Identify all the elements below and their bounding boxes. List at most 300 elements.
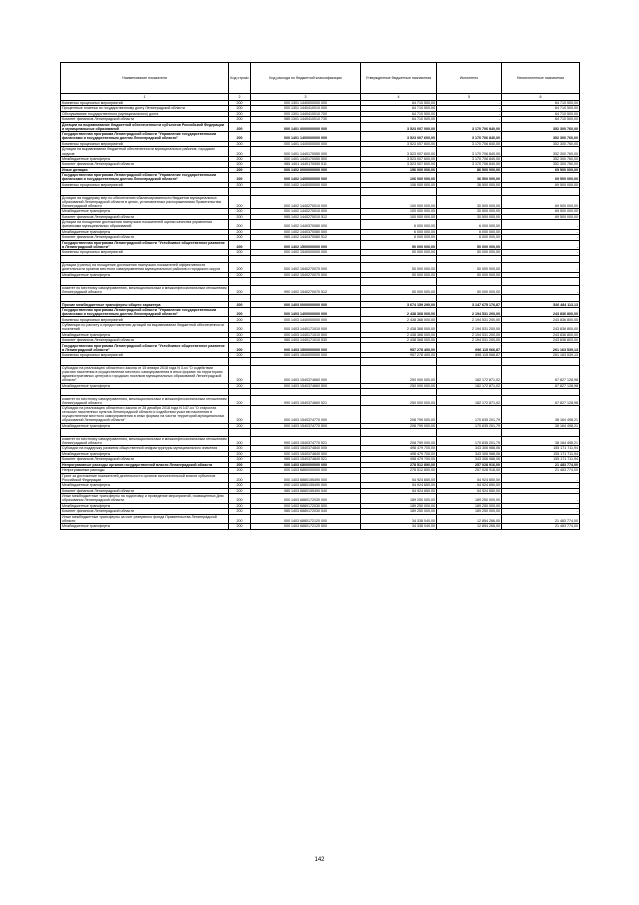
row-name: Компенсы процессных мероприятий bbox=[61, 317, 229, 322]
row-budget-code: 000 1403 1540374660 000 bbox=[251, 365, 361, 383]
table-row bbox=[61, 514, 580, 524]
row-executed: 30 500 000,00 bbox=[437, 195, 502, 209]
row-remaining: 243 836 800,00 bbox=[502, 307, 580, 317]
row-name: Субсидии на поддержку развития общественной инфраструктуры муниципального значения bbox=[61, 446, 229, 451]
row-remaining: 64 710 500,00 bbox=[502, 117, 580, 122]
row-remaining: 64 710 500,00 bbox=[502, 106, 580, 111]
row-name: Комитет финансов Ленинградской области bbox=[61, 235, 229, 240]
row-line-code: 200 bbox=[229, 468, 251, 473]
row-remaining: 69 500 000,00 bbox=[502, 195, 580, 209]
row-line-code: 200 bbox=[229, 285, 251, 295]
row-budget-code bbox=[251, 358, 361, 365]
row-approved: 64 710 500,00 bbox=[361, 100, 437, 105]
row-budget-code: 000 1403 1440000000 000 bbox=[251, 317, 361, 322]
row-line-code: 200 bbox=[229, 457, 251, 462]
row-remaining: - bbox=[502, 285, 580, 295]
row-approved: 34 338 040,00 bbox=[361, 524, 437, 529]
row-line-code: 200 bbox=[229, 488, 251, 493]
row-approved: 50 000 000,00 bbox=[361, 285, 437, 295]
row-approved: 106 000 000,00 bbox=[361, 173, 437, 183]
row-line-code: 200 bbox=[229, 209, 251, 214]
row-executed: 2 194 531 200,00 bbox=[437, 337, 502, 342]
row-approved: 2 438 368 000,00 bbox=[361, 322, 437, 332]
row-line-code bbox=[229, 278, 251, 285]
row-remaining: - bbox=[502, 240, 580, 250]
row-name: Дотации на выравнивание бюджетной обеспеченности муниципальных районов, городских округов bbox=[61, 147, 229, 157]
table-body bbox=[61, 100, 580, 529]
row-executed: - bbox=[437, 100, 502, 105]
row-approved bbox=[361, 389, 437, 396]
row-executed: 36 500 000,00 bbox=[437, 173, 502, 183]
row-name: Межбюджетные трансферты bbox=[61, 229, 229, 234]
row-remaining: - bbox=[502, 263, 580, 273]
row-approved: 957 278 400,00 bbox=[361, 353, 437, 358]
row-remaining: 67 827 128,98 bbox=[502, 396, 580, 406]
table-spacer-row bbox=[61, 389, 580, 396]
row-budget-code: 000 1402 1540270070 500 bbox=[251, 272, 361, 277]
row-line-code: 200 bbox=[229, 147, 251, 157]
table-row bbox=[61, 436, 580, 446]
page-number: 142 bbox=[314, 857, 325, 863]
table-row bbox=[61, 307, 580, 317]
row-approved: 3 523 007 000,00 bbox=[361, 122, 437, 132]
row-name: Межбюджетные трансферты bbox=[61, 524, 229, 529]
row-line-code: 200 bbox=[229, 383, 251, 388]
row-line-code: 200 bbox=[229, 141, 251, 146]
row-approved: 6 000 000,00 bbox=[361, 235, 437, 240]
row-approved: 3 674 159 290,00 bbox=[361, 302, 437, 307]
table-spacer-row bbox=[61, 429, 580, 436]
row-approved: 50 000 000,00 bbox=[361, 272, 437, 277]
row-budget-code: 000 1403 6880155490 500 bbox=[251, 483, 361, 488]
row-budget-code: 000 1403 1540374840 500 bbox=[251, 451, 361, 456]
row-remaining: 67 827 128,98 bbox=[502, 383, 580, 388]
header-line-code: Код строки bbox=[229, 63, 251, 94]
row-budget-code: 000 1403 1440171010 500 bbox=[251, 332, 361, 337]
row-budget-code bbox=[251, 429, 361, 436]
row-approved: 50 000 000,00 bbox=[361, 240, 437, 250]
row-remaining: 21 483 774,00 bbox=[502, 462, 580, 467]
table-row bbox=[61, 524, 580, 529]
row-name: Комитет финансов Ленинградской области bbox=[61, 488, 229, 493]
row-approved: 2 438 368 000,00 bbox=[361, 332, 437, 337]
row-executed: - bbox=[437, 117, 502, 122]
row-name bbox=[61, 278, 229, 285]
row-executed: 2 194 531 200,00 bbox=[437, 307, 502, 317]
row-approved: 100 000 000,00 bbox=[361, 214, 437, 219]
row-line-code: 200 bbox=[229, 182, 251, 187]
row-remaining: 38 164 498,21 bbox=[502, 436, 580, 446]
row-line-code: 200 bbox=[229, 365, 251, 383]
row-line-code: 200 bbox=[229, 451, 251, 456]
row-approved: 250 000 000,00 bbox=[361, 365, 437, 383]
row-budget-code: 985 1403 1440171010 530 bbox=[251, 337, 361, 342]
row-remaining: - bbox=[502, 220, 580, 230]
row-approved: 498 479 700,00 bbox=[361, 446, 437, 451]
row-budget-code: 000 1403 1400000000 000 bbox=[251, 307, 361, 317]
row-budget-code: 000 1401 1400000000 000 bbox=[251, 132, 361, 142]
row-approved bbox=[361, 278, 437, 285]
row-line-code: 200 bbox=[229, 235, 251, 240]
row-executed: 189 250 000,00 bbox=[437, 509, 502, 514]
row-name: Государственная программа Ленинградской области "Управление государственными финансами и государственным долгом Ленинградской области" bbox=[61, 173, 229, 183]
row-line-code: 200 bbox=[229, 240, 251, 250]
row-budget-code: 990 1403 1540374770 521 bbox=[251, 436, 361, 446]
row-remaining: - bbox=[502, 272, 580, 277]
row-name bbox=[61, 255, 229, 262]
row-name bbox=[61, 295, 229, 302]
table-spacer-row bbox=[61, 295, 580, 302]
row-approved: 2 438 368 000,00 bbox=[361, 317, 437, 322]
row-name: Субсидии на реализацию областного закона от 28 декабря 2018 года N 147-оз "О старостах сельских населенных пунктов Ленинградской области и содействии участию населения в осуществлении местного самоуправления в иных формах на частях территорий муниципальных образований Ленинградской области" bbox=[61, 406, 229, 424]
header-executed: Исполнено bbox=[437, 63, 502, 94]
row-budget-code: 000 1402 0000000000 000 bbox=[251, 167, 361, 172]
table-row bbox=[61, 122, 580, 132]
row-approved: 208 799 000,00 bbox=[361, 406, 437, 424]
row-approved: 6 000 000,00 bbox=[361, 220, 437, 230]
table-row bbox=[61, 343, 580, 353]
row-line-code: 200 bbox=[229, 494, 251, 504]
table-spacer-row bbox=[61, 188, 580, 195]
row-remaining: 69 500 000,00 bbox=[502, 214, 580, 219]
row-remaining: - bbox=[502, 509, 580, 514]
row-budget-code: 000 1402 1440000000 000 bbox=[251, 182, 361, 187]
row-approved: 498 479 700,00 bbox=[361, 451, 437, 456]
row-approved: 3 523 007 600,00 bbox=[361, 132, 437, 142]
row-executed: 170 635 201,79 bbox=[437, 436, 502, 446]
row-budget-code: 000 1403 6880172120 000 bbox=[251, 514, 361, 524]
row-remaining: 155 171 711,94 bbox=[502, 451, 580, 456]
row-line-code: 200 bbox=[229, 514, 251, 524]
row-name: Межбюджетные трансферты bbox=[61, 209, 229, 214]
row-line-code: 200 bbox=[229, 396, 251, 406]
row-remaining: - bbox=[502, 235, 580, 240]
row-executed: - bbox=[437, 106, 502, 111]
row-line-code: 200 bbox=[229, 343, 251, 353]
row-line-code: 200 bbox=[229, 250, 251, 255]
row-remaining: 261 163 539,13 bbox=[502, 343, 580, 353]
row-line-code: 200 bbox=[229, 307, 251, 317]
row-budget-code: 985 1403 6880172030 540 bbox=[251, 509, 361, 514]
table-header-row bbox=[61, 63, 580, 94]
row-name: Компенсы процессных мероприятий bbox=[61, 353, 229, 358]
row-line-code bbox=[229, 255, 251, 262]
row-budget-code: 000 1403 1500000000 000 bbox=[251, 343, 361, 353]
row-budget-code: 985 1402 1440270010 512 bbox=[251, 214, 361, 219]
row-executed: 343 306 988,06 bbox=[437, 457, 502, 462]
row-line-code: 200 bbox=[229, 332, 251, 337]
budget-execution-table bbox=[60, 62, 580, 530]
row-executed: 30 500 000,00 bbox=[437, 209, 502, 214]
row-budget-code: 000 1401 0000000000 000 bbox=[251, 122, 361, 132]
row-line-code: 200 bbox=[229, 263, 251, 273]
row-name: Дотации на поддержку мер по обеспечению сбалансированности бюджетов муниципальных образований Ленинградской области в целях, установленных распоряжениями Правительства Ленинградской области bbox=[61, 195, 229, 209]
row-approved: 64 710 500,00 bbox=[361, 111, 437, 116]
row-approved: 189 250 000,00 bbox=[361, 494, 437, 504]
header-remaining: Неисполненные назначения bbox=[502, 63, 580, 94]
row-budget-code: 000 1403 1540000000 000 bbox=[251, 353, 361, 358]
row-executed: - bbox=[437, 111, 502, 116]
row-executed: 182 172 871,02 bbox=[437, 383, 502, 388]
row-remaining: 352 300 760,00 bbox=[502, 122, 580, 132]
row-approved: 189 250 000,00 bbox=[361, 509, 437, 514]
column-number: 1 bbox=[61, 94, 229, 100]
report-page bbox=[60, 62, 579, 530]
row-budget-code: 000 1403 6880172030 500 bbox=[251, 503, 361, 508]
row-name: Компенсы процессных мероприятий bbox=[61, 100, 229, 105]
row-budget-code: 000 1301 1440410010 700 bbox=[251, 111, 361, 116]
row-name: Прочие межбюджетные трансферты общего характера bbox=[61, 302, 229, 307]
row-executed: 12 854 266,00 bbox=[437, 524, 502, 529]
row-executed: 3 170 706 840,00 bbox=[437, 141, 502, 146]
row-approved bbox=[361, 295, 437, 302]
row-remaining bbox=[502, 295, 580, 302]
row-executed: 3 170 706 840,00 bbox=[437, 162, 502, 167]
row-name: Межбюджетные трансферты bbox=[61, 156, 229, 161]
row-line-code: 200 bbox=[229, 446, 251, 451]
row-line-code: 200 bbox=[229, 473, 251, 483]
row-executed: 182 172 871,02 bbox=[437, 396, 502, 406]
row-name: Межбюджетные трансферты bbox=[61, 383, 229, 388]
row-budget-code bbox=[251, 278, 361, 285]
table-row bbox=[61, 173, 580, 183]
row-name: Межбюджетные трансферты bbox=[61, 272, 229, 277]
table-row bbox=[61, 132, 580, 142]
row-remaining: 21 483 774,00 bbox=[502, 468, 580, 473]
row-executed: 2 194 531 200,00 bbox=[437, 332, 502, 337]
row-executed: 54 924 650,00 bbox=[437, 488, 502, 493]
row-name: Межбюджетные трансферты bbox=[61, 503, 229, 508]
row-executed: 257 028 916,00 bbox=[437, 462, 502, 467]
row-executed bbox=[437, 278, 502, 285]
row-name: Непрограммные расходы bbox=[61, 468, 229, 473]
row-name: Компенсы процессных мероприятий bbox=[61, 182, 229, 187]
row-approved: 2 438 368 000,00 bbox=[361, 307, 437, 317]
row-budget-code: 000 1401 1440170050 500 bbox=[251, 156, 361, 161]
row-remaining: 243 836 800,00 bbox=[502, 337, 580, 342]
row-remaining bbox=[502, 358, 580, 365]
row-executed: 50 000 000,00 bbox=[437, 240, 502, 250]
row-budget-code: 000 1403 6880000000 000 bbox=[251, 468, 361, 473]
row-executed: 343 306 988,06 bbox=[437, 451, 502, 456]
row-budget-code: 000 1403 1540374840 000 bbox=[251, 446, 361, 451]
row-approved: 278 512 890,00 bbox=[361, 468, 437, 473]
row-line-code bbox=[229, 295, 251, 302]
row-remaining bbox=[502, 188, 580, 195]
row-name bbox=[61, 188, 229, 195]
row-approved bbox=[361, 255, 437, 262]
row-executed bbox=[437, 255, 502, 262]
row-name: Дотации на поощрение достижения наилучших показателей оценки качества управления финансами муниципальных образований bbox=[61, 220, 229, 230]
row-remaining: 69 500 000,00 bbox=[502, 209, 580, 214]
row-line-code bbox=[229, 358, 251, 365]
row-budget-code: 985 1403 6880155490 540 bbox=[251, 488, 361, 493]
row-budget-code: 000 1402 1540270070 000 bbox=[251, 263, 361, 273]
row-approved: 3 523 007 600,00 bbox=[361, 156, 437, 161]
row-executed: 343 306 988,06 bbox=[437, 446, 502, 451]
column-number: 4 bbox=[361, 94, 437, 100]
row-line-code: 200 bbox=[229, 111, 251, 116]
row-line-code bbox=[229, 389, 251, 396]
row-remaining: 64 710 500,00 bbox=[502, 111, 580, 116]
row-line-code bbox=[229, 429, 251, 436]
row-executed: 50 000 000,00 bbox=[437, 272, 502, 277]
row-budget-code: 000 1403 6800000000 000 bbox=[251, 462, 361, 467]
row-line-code: 200 bbox=[229, 117, 251, 122]
row-executed: 2 194 531 200,00 bbox=[437, 322, 502, 332]
row-name: Комитет финансов Ленинградской области bbox=[61, 509, 229, 514]
row-remaining: 243 836 800,00 bbox=[502, 317, 580, 322]
row-executed: 170 635 201,79 bbox=[437, 423, 502, 428]
row-budget-code: 985 1301 1440410010 730 bbox=[251, 117, 361, 122]
row-executed bbox=[437, 295, 502, 302]
row-remaining: 243 836 800,00 bbox=[502, 322, 580, 332]
row-approved: 64 710 500,00 bbox=[361, 117, 437, 122]
row-budget-code: 990 1402 1540270070 512 bbox=[251, 285, 361, 295]
row-remaining: 69 500 000,00 bbox=[502, 167, 580, 172]
row-executed: 50 000 000,00 bbox=[437, 285, 502, 295]
row-budget-code: 985 1401 1440170050 511 bbox=[251, 162, 361, 167]
row-line-code: 200 bbox=[229, 322, 251, 332]
row-budget-code: 000 1402 1540000000 000 bbox=[251, 250, 361, 255]
row-approved: 3 523 007 600,00 bbox=[361, 162, 437, 167]
row-budget-code: 985 1403 1540374840 521 bbox=[251, 457, 361, 462]
row-approved: 34 338 040,00 bbox=[361, 514, 437, 524]
row-approved: 54 924 650,00 bbox=[361, 483, 437, 488]
row-name: Государственная программа Ленинградской области "Устойчивое общественное развитие в Ленинградской области" bbox=[61, 343, 229, 353]
column-number: 2 bbox=[229, 94, 251, 100]
row-executed: 2 194 531 200,00 bbox=[437, 317, 502, 322]
row-name: Грант за достижение показателей деятельности органов исполнительной власти субъектов Российской Федерации bbox=[61, 473, 229, 483]
row-executed: 12 854 266,00 bbox=[437, 514, 502, 524]
row-approved: 156 000 000,00 bbox=[361, 167, 437, 172]
row-budget-code: 000 1403 6880155490 000 bbox=[251, 473, 361, 483]
row-line-code: 200 bbox=[229, 106, 251, 111]
row-line-code: 200 bbox=[229, 167, 251, 172]
row-budget-code: 000 1301 1440000000 000 bbox=[251, 100, 361, 105]
row-approved: 957 278 400,00 bbox=[361, 343, 437, 353]
row-executed: 257 028 916,00 bbox=[437, 468, 502, 473]
row-name: Иные межбюджетные трансферты за счет резервного фонда Правительства Ленинградской области bbox=[61, 514, 229, 524]
row-remaining: - bbox=[502, 488, 580, 493]
row-line-code: 200 bbox=[229, 229, 251, 234]
row-remaining: - bbox=[502, 483, 580, 488]
row-line-code: 200 bbox=[229, 462, 251, 467]
column-number: 5 bbox=[437, 94, 502, 100]
row-approved: 64 710 500,00 bbox=[361, 106, 437, 111]
row-executed: 696 115 066,87 bbox=[437, 343, 502, 353]
row-remaining: 352 300 760,00 bbox=[502, 162, 580, 167]
table-spacer-row bbox=[61, 358, 580, 365]
row-approved bbox=[361, 358, 437, 365]
table-row bbox=[61, 220, 580, 230]
row-remaining: 21 483 774,00 bbox=[502, 524, 580, 529]
row-name: Компенсы процессных мероприятий bbox=[61, 141, 229, 146]
row-executed: 86 500 000,00 bbox=[437, 167, 502, 172]
row-name: Комитет финансов Ленинградской области bbox=[61, 337, 229, 342]
row-remaining: 69 500 000,00 bbox=[502, 173, 580, 183]
row-name: Дотации (гранты) на поощрение достижения наилучших показателей эффективности деятельности органов местного самоуправления муниципальных районов и городского округа bbox=[61, 263, 229, 273]
row-budget-code: 000 1301 1440410010 000 bbox=[251, 106, 361, 111]
row-executed: 3 170 706 840,00 bbox=[437, 122, 502, 132]
row-approved: 50 000 000,00 bbox=[361, 250, 437, 255]
header-indicator-name: Наименование показателя bbox=[61, 63, 229, 94]
row-name: Иные дотации bbox=[61, 167, 229, 172]
row-approved: 208 799 000,00 bbox=[361, 436, 437, 446]
row-remaining bbox=[502, 255, 580, 262]
row-name: Комитет финансов Ленинградской области bbox=[61, 117, 229, 122]
row-line-code: 200 bbox=[229, 195, 251, 209]
row-line-code: 200 bbox=[229, 337, 251, 342]
row-name: Комитет финансов Ленинградской области bbox=[61, 162, 229, 167]
row-remaining: 243 836 800,00 bbox=[502, 332, 580, 337]
row-remaining bbox=[502, 278, 580, 285]
row-executed: 3 170 706 840,00 bbox=[437, 132, 502, 142]
table-row bbox=[61, 406, 580, 424]
row-remaining bbox=[502, 429, 580, 436]
row-approved bbox=[361, 188, 437, 195]
row-approved: 6 000 000,00 bbox=[361, 229, 437, 234]
row-name: Государственная программа Ленинградской области "Управление государственными финансами и государственным долгом Ленинградской области" bbox=[61, 132, 229, 142]
row-remaining: 261 163 539,13 bbox=[502, 353, 580, 358]
row-budget-code bbox=[251, 188, 361, 195]
row-remaining: - bbox=[502, 250, 580, 255]
row-budget-code: 985 1402 1440370080 512 bbox=[251, 235, 361, 240]
row-name: Государственная программа Ленинградской области "Управление государственными финансами и государственным долгом Ленинградской области" bbox=[61, 307, 229, 317]
row-remaining: 38 164 498,21 bbox=[502, 406, 580, 424]
row-remaining: 352 300 760,00 bbox=[502, 132, 580, 142]
row-executed bbox=[437, 358, 502, 365]
row-executed: 189 250 000,00 bbox=[437, 494, 502, 504]
header-approved: Утвержденные бюджетные назначения bbox=[361, 63, 437, 94]
row-executed: 54 924 650,00 bbox=[437, 473, 502, 483]
table-row bbox=[61, 240, 580, 250]
row-remaining: 352 300 760,00 bbox=[502, 147, 580, 157]
row-approved: 100 000 000,00 bbox=[361, 209, 437, 214]
row-approved: 3 523 007 600,00 bbox=[361, 147, 437, 157]
row-remaining: - bbox=[502, 473, 580, 483]
row-approved: 208 799 000,00 bbox=[361, 423, 437, 428]
row-line-code: 200 bbox=[229, 156, 251, 161]
row-line-code: 200 bbox=[229, 220, 251, 230]
row-budget-code: 000 1402 1440270010 500 bbox=[251, 209, 361, 214]
row-executed: 3 147 675 176,87 bbox=[437, 302, 502, 307]
row-budget-code: 000 1403 6880172120 500 bbox=[251, 524, 361, 529]
row-executed: 182 172 871,02 bbox=[437, 365, 502, 383]
row-budget-code: 990 1403 1540374660 521 bbox=[251, 396, 361, 406]
row-name: Субсидии на реализацию областного закона от 15 января 2018 года N 3-оз "О содействии участию населения в осуществлении местного самоуправления в иных формах на территориях административных центров и городских поселков муниципальных образований Ленинградской области" bbox=[61, 365, 229, 383]
table-row bbox=[61, 263, 580, 273]
row-budget-code: 000 1402 1440270010 000 bbox=[251, 195, 361, 209]
row-executed: 50 000 000,00 bbox=[437, 250, 502, 255]
table-row bbox=[61, 494, 580, 504]
row-budget-code: 000 1401 1440170050 000 bbox=[251, 147, 361, 157]
row-executed: 6 000 000,00 bbox=[437, 229, 502, 234]
row-executed: 6 000 000,00 bbox=[437, 220, 502, 230]
row-executed: 189 250 000,00 bbox=[437, 503, 502, 508]
row-remaining: 21 483 774,00 bbox=[502, 514, 580, 524]
table-row bbox=[61, 322, 580, 332]
row-line-code: 200 bbox=[229, 122, 251, 132]
row-line-code: 200 bbox=[229, 317, 251, 322]
row-executed: 170 635 201,79 bbox=[437, 406, 502, 424]
row-approved: 54 924 650,00 bbox=[361, 473, 437, 483]
row-approved: 2 438 368 000,00 bbox=[361, 337, 437, 342]
row-executed bbox=[437, 389, 502, 396]
row-line-code: 200 bbox=[229, 173, 251, 183]
row-line-code: 200 bbox=[229, 214, 251, 219]
row-name: Дотации на выравнивание бюджетной обеспеченности субъектов Российской Федерации и муниципальных образований bbox=[61, 122, 229, 132]
